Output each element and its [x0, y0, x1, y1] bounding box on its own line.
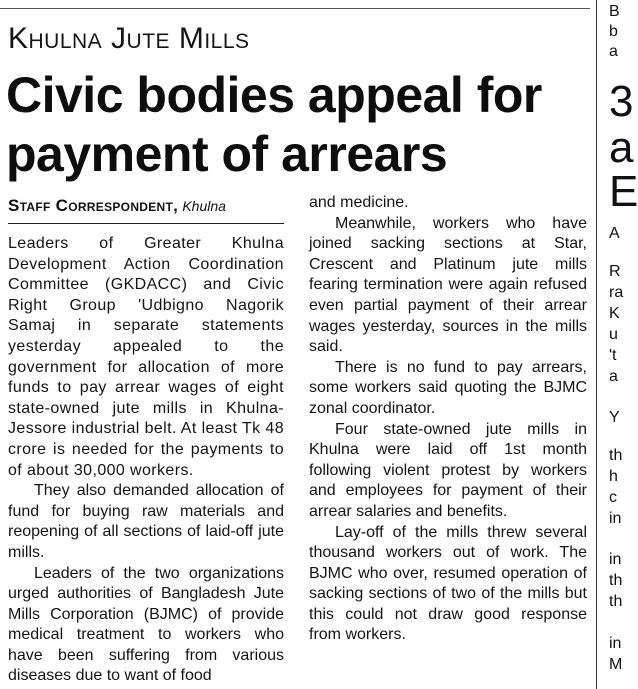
adjacent-text: in	[609, 551, 622, 568]
paragraph: Leaders of the two organizations urged authorities of Bangladesh Jute Mills Corporation (BJMC) of provide medical treatment to workers who have been suffering from various diseases due to want of food	[8, 564, 284, 685]
adjacent-text: B	[609, 3, 620, 20]
adjacent-text: K	[609, 305, 620, 322]
adjacent-text: Y	[609, 409, 620, 426]
adjacent-text: E	[609, 167, 638, 216]
adjacent-text: a	[609, 368, 618, 385]
adjacent-text: R	[609, 263, 621, 280]
adjacent-text: b	[609, 23, 618, 40]
paragraph: and medicine.	[309, 194, 409, 211]
paragraph: Lay-off of the mills threw several thousand workers out of work. The BJMC who over, resumed operation of sacking sections of two of the mills but this could not draw good response from workers.	[309, 523, 587, 644]
adjacent-text: th	[609, 593, 623, 610]
adjacent-text: in	[609, 510, 622, 527]
paragraph: Four state-owned jute mills in Khulna were laid off 1st month following violent protest by workers and employees for payment of their arrear salaries and benefits.	[309, 420, 587, 520]
adjacent-text: h	[609, 468, 618, 485]
paragraph: There is no fund to pay arrears, some workers said quoting the BJMC zonal coordinator.	[309, 358, 587, 417]
adjacent-text: a	[609, 123, 634, 172]
paragraph: Meanwhile, workers who have joined sacking sections at Star, Crescent and Platinum jute mills fearing termination were again refused even partial payment of their arrear wages yesterday, sources in the mills said.	[309, 214, 587, 356]
article-column-1	[8, 234, 284, 687]
paragraph: Leaders of Greater Khulna Development Action Coordination Committee (GKDACC) and Civic Right Group 'Udbigno Nagorik Samaj in separate statements yesterday appealed to the government for allocation of more funds to pay arrear wages of eight state-owned jute mills in Khulna-Jessore industrial belt. At least Tk 48 crore is needed for the payments to of about 30,000 workers.	[8, 235, 284, 479]
adjacent-text: in	[609, 635, 622, 652]
byline	[8, 196, 288, 217]
adjacent-text: th	[609, 447, 623, 464]
headline: Civic bodies appeal for payment of arrears	[6, 67, 542, 182]
paragraph: They also demanded allocation of fund for buying raw materials and reopening of all sections of laid-off jute mills.	[8, 482, 284, 561]
adjacent-text: u	[609, 326, 618, 343]
adjacent-text: 't	[609, 347, 617, 364]
adjacent-text: M	[609, 656, 623, 673]
top-rule	[0, 8, 590, 9]
column-divider	[596, 0, 597, 689]
section-kicker: Khulna Jute Mills	[8, 22, 250, 55]
article-column-2	[309, 193, 587, 646]
byline-rule	[8, 223, 284, 224]
adjacent-text: ra	[609, 284, 624, 301]
adjacent-text: a	[609, 43, 618, 60]
adjacent-text: th	[609, 572, 623, 589]
adjacent-text: c	[609, 489, 617, 506]
byline-name: Staff Correspondent,	[8, 196, 179, 215]
adjacent-text: A	[609, 225, 620, 242]
byline-place: Khulna	[182, 198, 226, 214]
adjacent-text: 3	[609, 77, 634, 126]
